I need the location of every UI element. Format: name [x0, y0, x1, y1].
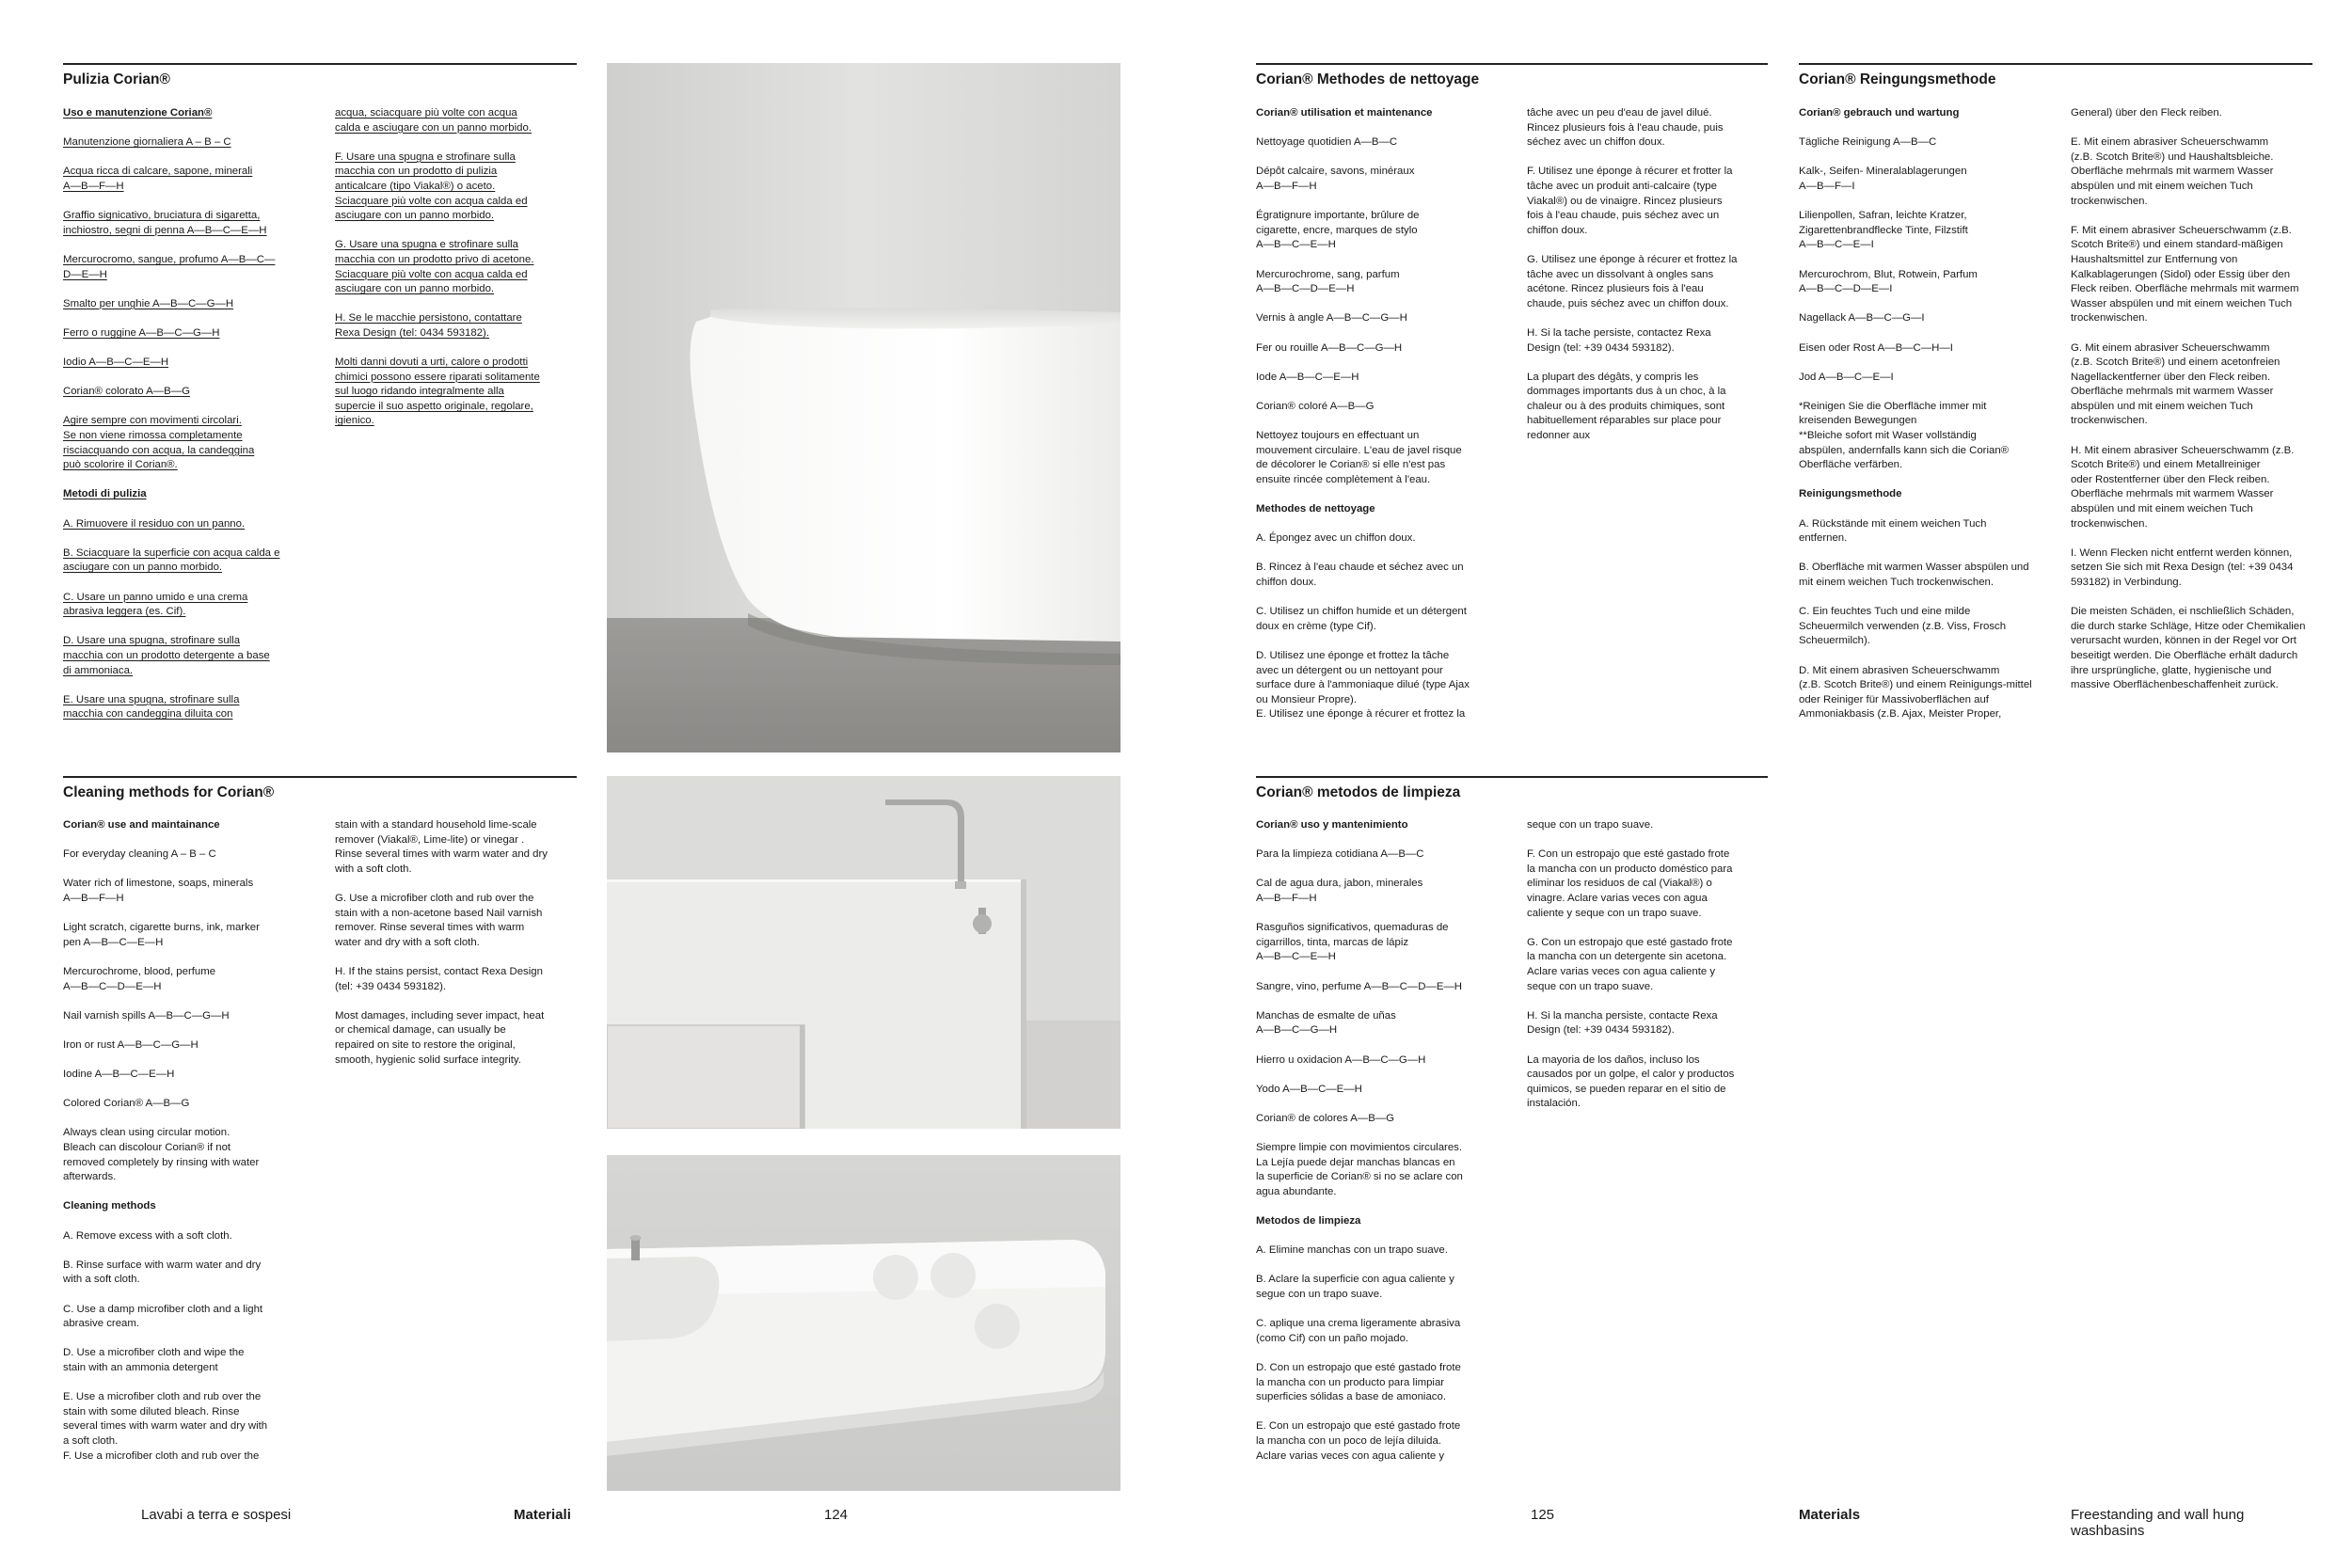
- paragraph: Mercurocromo, sangue, profumo A—B—C— D—E—H: [63, 253, 276, 280]
- paragraph: Die meisten Schäden, ei nschließlich Schäden, die durch starke Schläge, Hitze oder Chemikalien verursacht wurden, können in der Regel vor Ort beseitigt werden. Die Oberfläche erhält dadurch ihre ursprüngliche, glatte, hygienische und massive Oberflächenbeschaffenheit zurück.: [2071, 606, 2306, 691]
- paragraph: Para la limpieza cotidiana A—B—C: [1256, 848, 1424, 861]
- paragraph: F. Mit einem abrasiver Scheuerschwamm (z.B. Scotch Brite®) und einem standard-mäßigen Haushaltsmittel zur Entfernung von Kalkablagerungen (Sidol) oder Essig über den Fleck reiben. Oberfläche mehrmals mit warmem Wasser abspülen und mit einem weichen Tuch trockenwischen.: [2071, 224, 2299, 325]
- paragraph: Yodo A—B—C—E—H: [1256, 1083, 1362, 1095]
- section-rule: [1256, 776, 1768, 778]
- paragraph: F. Utilisez une éponge à récurer et frotter la tâche avec un produit anti-calcaire (type Viakal®) ou de vinaigre. Rincez plusieurs fois à l'eau chaude, puis séchez avec un chiffon doux.: [1527, 166, 1733, 236]
- paragraph: Mercurochrom, Blut, Rotwein, Parfum A—B—C—D—E—I: [1799, 268, 1978, 295]
- paragraph: B. Aclare la superficie con agua caliente y segue con un trapo suave.: [1256, 1274, 1454, 1300]
- paragraph: Nettoyez toujours en effectuant un mouvement circulaire. L'eau de javel risque de décolorer le Corian® si elle n'est pas ensuite rincée complètement à l'eau.: [1256, 430, 1462, 485]
- paragraph: Nail varnish spills A—B—C—G—H: [63, 1009, 230, 1022]
- paragraph: Rasguños significativos, quemaduras de cigarrillos, tinta, marcas de lápiz A—B—C—E—H: [1256, 922, 1449, 963]
- paragraph: E. Mit einem abrasiver Scheuerschwamm (z.B. Scotch Brite®) und Haushaltsbleiche. Oberfläche mehrmals mit warmem Wasser abspülen und mit einem weichen Tuch trockenwischen.: [2071, 136, 2274, 207]
- washbasin-tap-photo: [607, 776, 1120, 1129]
- paragraph: A. Remove excess with a soft cloth.: [63, 1229, 232, 1242]
- paragraph: A. Épongez avec un chiffon doux.: [1256, 532, 1416, 545]
- paragraph: B. Rinse surface with warm water and dry with a soft cloth.: [63, 1259, 262, 1286]
- paragraph: G. Usare una spugna e strofinare sulla macchia con un prodotto privo di acetone. Sciacquare più volte con acqua calda ed asciugare con un panno morbido.: [335, 239, 534, 295]
- section-rule: [63, 63, 577, 65]
- subheading: Corian® gebrauch und wartung: [1799, 107, 1960, 119]
- paragraph: Graffio signicativo, bruciatura di sigaretta, inchiostro, segni di penna A—B—C—E—H: [63, 210, 267, 236]
- paragraph: Manutenzione giornaliera A – B – C: [63, 136, 231, 149]
- paragraph: seque con un trapo suave.: [1527, 819, 1654, 831]
- washbasin-tap-illustration: [607, 776, 1120, 1129]
- paragraph: Mercurochrome, blood, perfume A—B—C—D—E—H: [63, 965, 216, 992]
- subheading: Metodos de limpieza: [1256, 1215, 1361, 1227]
- subheading: Metodi di pulizia: [63, 488, 147, 500]
- paragraph: Vernis à angle A—B—C—G—H: [1256, 312, 1407, 325]
- footer-section-left: Lavabi a terra e sospesi: [141, 1507, 292, 1523]
- column-fr-2: [1527, 106, 1768, 458]
- washbasin-recesses-illustration: [607, 1155, 1120, 1491]
- paragraph: Always clean using circular motion. Bleach can discolour Corian® if not removed completely by rinsing with water afterwards.: [63, 1127, 260, 1183]
- page-number-left: 124: [824, 1507, 849, 1523]
- paragraph: Dépôt calcaire, savons, minéraux A—B—F—H: [1256, 166, 1415, 192]
- paragraph: B. Rincez à l'eau chaude et séchez avec un chiffon doux.: [1256, 562, 1464, 588]
- footer-chapter-right: Materials: [1799, 1507, 1861, 1523]
- paragraph: Nagellack A—B—C—G—I: [1799, 312, 1925, 325]
- column-es-2: [1527, 818, 1768, 1126]
- paragraph: Iron or rust A—B—C—G—H: [63, 1038, 199, 1051]
- paragraph: E. Usare una spugna, strofinare sulla macchia con candeggina diluita con: [63, 693, 240, 721]
- paragraph: Colored Corian® A—B—G: [63, 1098, 190, 1110]
- paragraph: Light scratch, cigarette burns, ink, marker pen A—B—C—E—H: [63, 922, 260, 948]
- page-number-right: 125: [1531, 1507, 1555, 1523]
- paragraph: For everyday cleaning A – B – C: [63, 848, 216, 861]
- bathtub-illustration: [607, 63, 1120, 752]
- paragraph: Molti danni dovuti a urti, calore o prodotti chimici possono essere riparati solitamente sul luogo ridando integralmente alla supercie il suo aspetto originale, regolare, igienico.: [335, 356, 540, 427]
- paragraph: Corian® de colores A—B—G: [1256, 1112, 1395, 1124]
- paragraph: E. Use a microfiber cloth and rub over the stain with some diluted bleach. Rinse several times with warm water and dry with a soft cloth. F. Use a microfiber cloth and rub over the: [63, 1391, 268, 1462]
- paragraph: B. Oberfläche mit warmen Wasser abspülen und mit einem weichen Tuch trockenwischen.: [1799, 562, 2029, 588]
- paragraph: Iodine A—B—C—E—H: [63, 1069, 175, 1081]
- column-fr-1: [1256, 106, 1524, 737]
- paragraph: D. Mit einem abrasiven Scheuerschwamm (z.B. Scotch Brite®) und einem Reinigungs-mittel oder Reiniger für Massivoberflächen auf Ammoniakbasis (z.B. Ajax, Meister Proper,: [1799, 664, 2032, 721]
- paragraph: Fer ou rouille A—B—C—G—H: [1256, 341, 1403, 354]
- paragraph: Siempre limpie con movimientos circulares. La Lejía puede dejar manchas blancas en la superficie de Corian® si no se aclare con agua abundante.: [1256, 1142, 1463, 1197]
- paragraph: Kalk-, Seifen- Mineralablagerungen A—B—F—I: [1799, 166, 1967, 192]
- column-it-2: [335, 106, 577, 444]
- paragraph: Smalto per unghie A—B—C—G—H: [63, 297, 234, 309]
- paragraph: F. Usare una spugna e strofinare sulla macchia con un prodotto di pulizia anticalcare (tipo Viakal®) o aceto. Sciacquare più volte con acqua calda ed asciugare con un panno morbido.: [335, 150, 528, 222]
- section-title: Cleaning methods for Corian®: [63, 784, 275, 800]
- subheading: Corian® utilisation et maintenance: [1256, 107, 1433, 119]
- paragraph: G. Con un estropajo que esté gastado frote la mancha con un detergente sin acetona. Aclare varias veces con agua caliente y seque con un trapo suave.: [1527, 936, 1733, 992]
- paragraph: stain with a standard household lime-scale remover (Viakal®, Lime-lite) or vinegar . Rinse several times with warm water and dry with a soft cloth.: [335, 819, 548, 875]
- section-rule: [1256, 63, 1768, 65]
- bathtub-photo: [607, 63, 1120, 752]
- paragraph: H. Se le macchie persistono, contattare Rexa Design (tel: 0434 593182).: [335, 312, 522, 339]
- paragraph: C. Utilisez un chiffon humide et un détergent doux en crème (type Cif).: [1256, 606, 1467, 632]
- paragraph: G. Use a microfiber cloth and rub over the stain with a non-acetone based Nail varnish remover. Rinse several times with warm water and dry with a soft cloth.: [335, 892, 543, 948]
- section-en: [63, 776, 577, 803]
- paragraph: H. If the stains persist, contact Rexa Design (tel: +39 0434 593182).: [335, 965, 543, 992]
- section-rule: [1799, 63, 2312, 65]
- footer-chapter-left: Materiali: [514, 1507, 571, 1523]
- paragraph: Nettoyage quotidien A—B—C: [1256, 136, 1398, 149]
- paragraph: Tägliche Reinigung A—B—C: [1799, 136, 1937, 149]
- column-de-2: [2071, 106, 2312, 707]
- column-en-2: [335, 818, 577, 1083]
- paragraph: Iodio A—B—C—E—H: [63, 356, 169, 369]
- paragraph: Sangre, vino, perfume A—B—C—D—E—H: [1256, 980, 1463, 992]
- paragraph: I. Wenn Flecken nicht entfernt werden können, setzen Sie sich mit Rexa Design (tel: +39 0434 593182) in Verbindung.: [2071, 546, 2294, 588]
- paragraph: G. Utilisez une éponge à récurer et frottez la tâche avec un dissolvant à ongles sans acétone. Rincez plusieurs fois à l'eau chaude, puis séchez avec un chiffon doux.: [1527, 253, 1738, 309]
- subheading: Uso e manutenzione Corian®: [63, 107, 213, 119]
- paragraph: A. Elimine manchas con un trapo suave.: [1256, 1244, 1448, 1257]
- subheading: Corian® use and maintainance: [63, 819, 220, 831]
- section-it: [63, 63, 577, 90]
- subheading: Cleaning methods: [63, 1200, 156, 1212]
- section-es: [1256, 776, 1768, 803]
- column-es-1: [1256, 818, 1524, 1479]
- column-de-1: [1799, 106, 2067, 737]
- paragraph: D. Utilisez une éponge et frottez la tâche avec un détergent ou un nettoyant pour surface dure à l'ammoniaque dilué (type Ajax ou Monsieur Propre). E. Utilisez une éponge à récurer et frottez la: [1256, 649, 1470, 721]
- paragraph: Eisen oder Rost A—B—C—H—I: [1799, 341, 1953, 354]
- paragraph: tâche avec un peu d'eau de javel dilué. Rincez plusieurs fois à l'eau chaude, puis séchez avec un chiffon doux.: [1527, 107, 1724, 149]
- paragraph: D. Use a microfiber cloth and wipe the stain with an ammonia detergent: [63, 1347, 245, 1373]
- paragraph: Agire sempre con movimenti circolari. Se non viene rimossa completamente risciacquando con acqua, la candeggina può scolorire il Corian®.: [63, 415, 255, 471]
- paragraph: D. Usare una spugna, strofinare sulla macchia con un prodotto detergente a base di ammoniaca.: [63, 635, 270, 676]
- column-en-1: [63, 818, 331, 1479]
- section-title: Corian® Reingungsmethode: [1799, 71, 1996, 87]
- paragraph: Corian® coloré A—B—G: [1256, 400, 1375, 412]
- paragraph: General) über den Fleck reiben.: [2071, 107, 2222, 119]
- section-rule: [63, 776, 577, 778]
- paragraph: *Reinigen Sie die Oberfläche immer mit kreisenden Bewegungen **Bleiche sofort mit Waser vollständig abspülen, andernfalls kann sich die Corian® Oberfläche verfärben.: [1799, 400, 2010, 471]
- paragraph: F. Con un estropajo que esté gastado frote la mancha con un producto doméstico para eliminar los residuos de cal (Viakal®) o vinagre. Aclare varias veces con agua caliente y seque con un trapo suave.: [1527, 848, 1733, 919]
- paragraph: A. Rückstände mit einem weichen Tuch entfernen.: [1799, 517, 1987, 545]
- paragraph: Most damages, including sever impact, heat or chemical damage, can usually be repaired on site to restore the original, smooth, hygienic solid surface integrity.: [335, 1009, 545, 1066]
- column-it-1: [63, 106, 331, 737]
- paragraph: Égratignure importante, brûlure de cigarette, encre, marques de stylo A—B—C—E—H: [1256, 210, 1420, 251]
- section-title: Corian® Methodes de nettoyage: [1256, 71, 1480, 87]
- paragraph: Cal de agua dura, jabon, minerales A—B—F—H: [1256, 878, 1423, 904]
- paragraph: La mayoria de los daños, incluso los causados por un golpe, el calor y productos quimicos, se pueden reparar en el sitio de instalación.: [1527, 1053, 1735, 1110]
- section-fr: [1256, 63, 1768, 90]
- paragraph: H. Si la tache persiste, contactez Rexa Design (tel: +39 0434 593182).: [1527, 326, 1711, 354]
- paragraph: Ferro o ruggine A—B—C—G—H: [63, 326, 220, 339]
- washbasin-recesses-photo: [607, 1155, 1120, 1491]
- paragraph: H. Si la mancha persiste, contacte Rexa Design (tel: +39 0434 593182).: [1527, 1009, 1718, 1037]
- paragraph: Acqua ricca di calcare, sapone, minerali A—B—F—H: [63, 166, 253, 192]
- paragraph: Corian® colorato A—B—G: [63, 386, 191, 398]
- paragraph: D. Con un estropajo que esté gastado frote la mancha con un producto para limpiar superficies sólidas a base de amoniaco.: [1256, 1361, 1461, 1403]
- subheading: Reinigungsmethode: [1799, 488, 1902, 500]
- paragraph: C. aplique una crema ligeramente abrasiva (como Cif) con un paño mojado.: [1256, 1318, 1461, 1344]
- paragraph: Lilienpollen, Safran, leichte Kratzer, Zigarettenbrandflecke Tinte, Filzstift A—B—C—E—I: [1799, 210, 1968, 251]
- paragraph: Jod A—B—C—E—I: [1799, 371, 1894, 383]
- paragraph: C. Usare un panno umido e una crema abrasiva leggera (es. Cif).: [63, 591, 248, 618]
- subheading: Corian® uso y mantenimiento: [1256, 819, 1408, 831]
- paragraph: Hierro u oxidacion A—B—C—G—H: [1256, 1053, 1426, 1066]
- paragraph: C. Ein feuchtes Tuch und eine milde Scheuermilch verwenden (z.B. Viss, Frosch Scheuermilch).: [1799, 606, 2007, 647]
- footer-section-right: Freestanding and wall hung washbasins: [2071, 1507, 2245, 1539]
- paragraph: E. Con un estropajo que esté gastado frote la mancha con un poco de lejía diluida. Aclare varias veces con agua caliente y: [1256, 1420, 1461, 1462]
- section-title: Corian® metodos de limpieza: [1256, 784, 1461, 800]
- section-title: Pulizia Corian®: [63, 71, 170, 87]
- section-de: [1799, 63, 2312, 90]
- subheading: Methodes de nettoyage: [1256, 503, 1375, 515]
- paragraph: B. Sciacquare la superficie con acqua calda e asciugare con un panno morbido.: [63, 546, 280, 574]
- paragraph: La plupart des dégâts, y compris les dommages importants dus à un choc, à la chaleur ou à des produits chimiques, sont habituellement réparables sur place pour redonner aux: [1527, 371, 1726, 442]
- paragraph: Manchas de esmalte de uñas A—B—C—G—H: [1256, 1009, 1396, 1037]
- paragraph: H. Mit einem abrasiver Scheuerschwamm (z.B. Scotch Brite®) und einem Metallreiniger oder Rostentferner über den Fleck reiben. Oberfläche mehrmals mit warmem Wasser abspülen und mit einem weichen Tuch trockenwischen.: [2071, 444, 2295, 530]
- paragraph: Iode A—B—C—E—H: [1256, 371, 1359, 383]
- paragraph: C. Use a damp microfiber cloth and a light abrasive cream.: [63, 1303, 263, 1330]
- paragraph: A. Rimuovere il residuo con un panno.: [63, 517, 246, 530]
- paragraph: acqua, sciacquare più volte con acqua calda e asciugare con un panno morbido.: [335, 107, 532, 134]
- paragraph: Mercurochrome, sang, parfum A—B—C—D—E—H: [1256, 268, 1400, 295]
- paragraph: Water rich of limestone, soaps, minerals A—B—F—H: [63, 878, 254, 904]
- paragraph: G. Mit einem abrasiver Scheuerschwamm (z.B. Scotch Brite®) und einem acetonfreien Nagellackentferner über den Fleck reiben. Oberfläche mehrmals mit warmem Wasser abspülen und mit einem weichen Tuch trockenwischen.: [2071, 341, 2280, 427]
